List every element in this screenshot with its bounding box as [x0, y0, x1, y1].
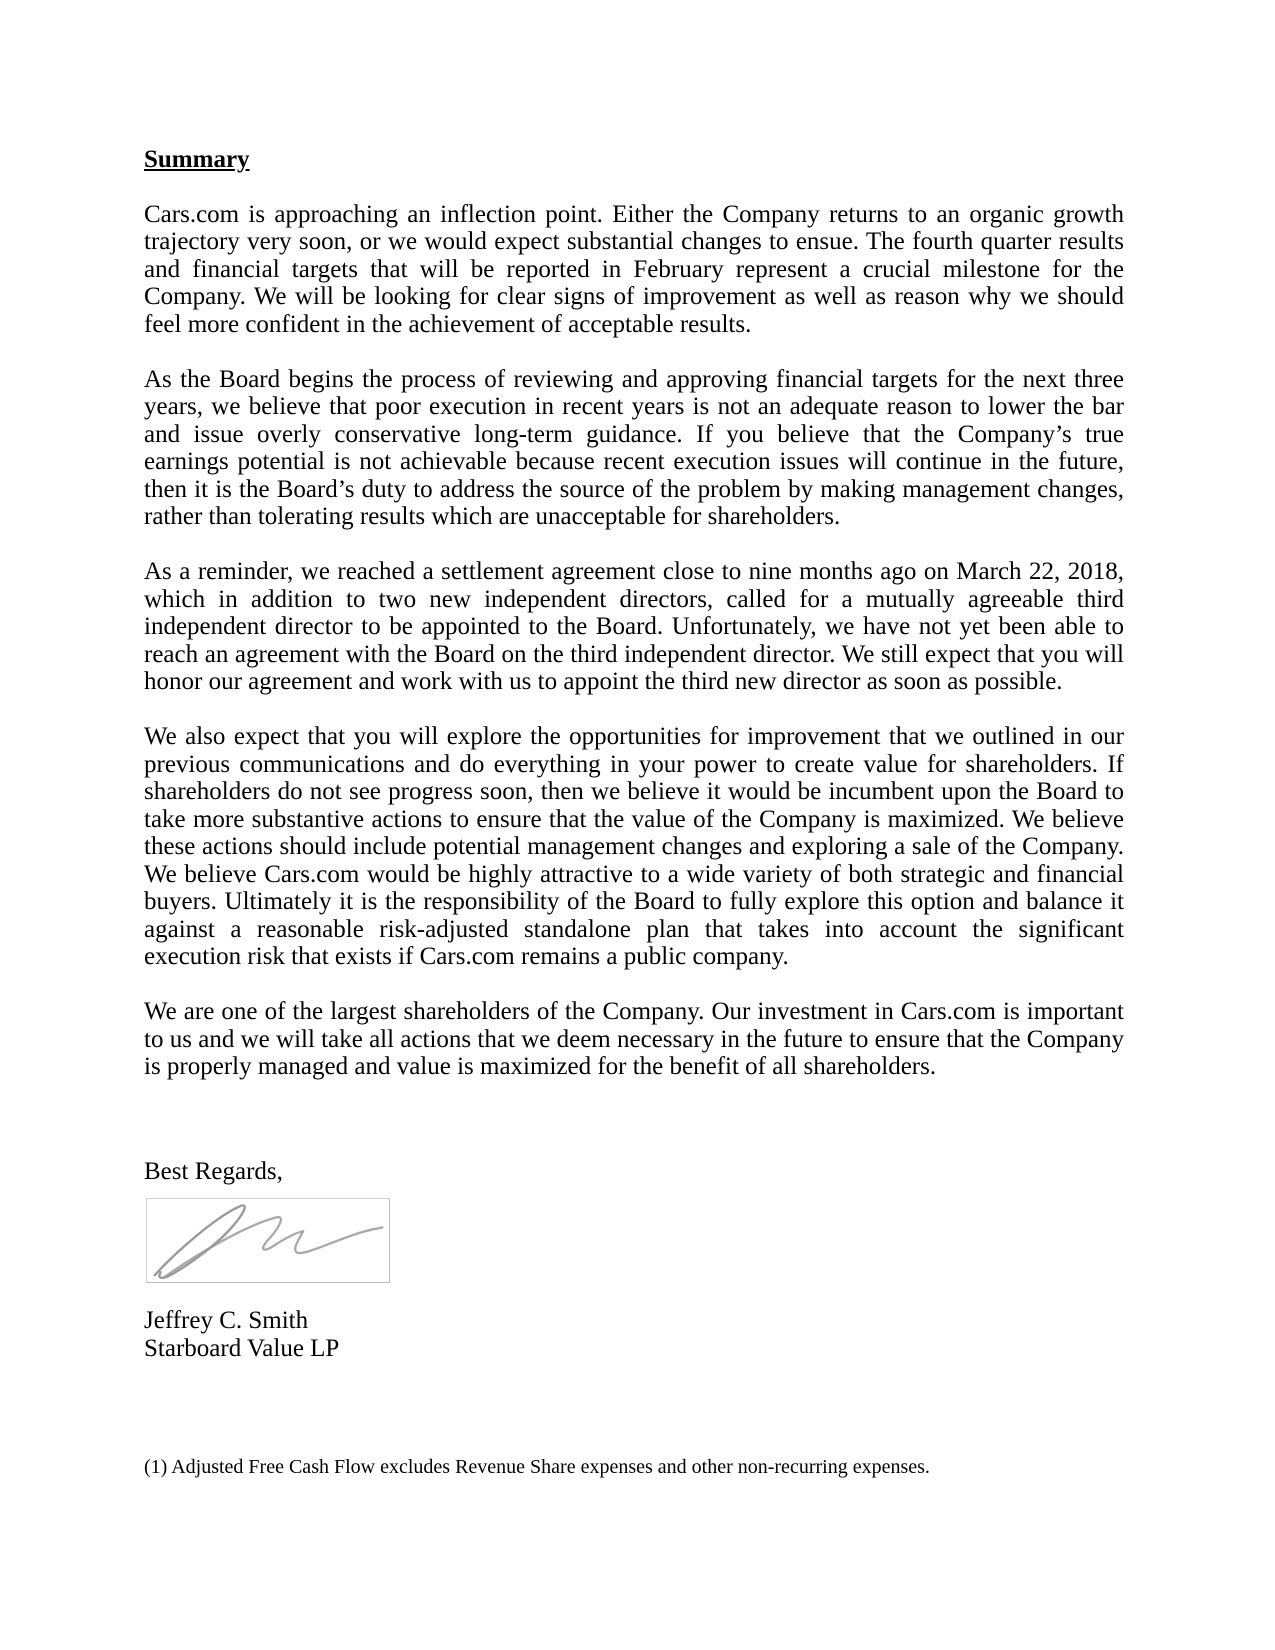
signature-scrawl-icon	[147, 1199, 389, 1282]
paragraph-settlement-agreement: As a reminder, we reached a settlement agreement close to nine months ago on March 22, 2018, which in addition to two new independent directors, called for a mutually agreeable third independent director to be appointed to the Board. Unfortunately, we have not yet been able to reach an agreement with the Board on the third independent director. We still expect that you will honor our agreement and work with us to appoint the third new director as soon as possible.	[144, 558, 1124, 695]
paragraph-largest-shareholders: We are one of the largest shareholders of the Company. Our investment in Cars.com is important to us and we will take all actions that we deem necessary in the future to ensure that the Company is properly managed and value is maximized for the benefit of all shareholders.	[144, 998, 1124, 1080]
paragraph-explore-opportunities: We also expect that you will explore the opportunities for improvement that we outlined in our previous communications and do everything in your power to create value for shareholders. If shareholders do not see progress soon, then we believe it would be incumbent upon the Board to take more substantive actions to ensure that the value of the Company is maximized. We believe these actions should include potential management changes and exploring a sale of the Company. We believe Cars.com would be highly attractive to a wide variety of both strategic and financial buyers. Ultimately it is the responsibility of the Board to fully explore this option and balance it against a reasonable risk-adjusted standalone plan that takes into account the significant execution risk that exists if Cars.com remains a public company.	[144, 723, 1124, 970]
paragraph-inflection-point: Cars.com is approaching an inflection point. Either the Company returns to an organic growth trajectory very soon, or we would expect substantial changes to ensue. The fourth quarter results and financial targets that will be reported in February represent a crucial milestone for the Company. We will be looking for clear signs of improvement as well as reason why we should feel more confident in the achievement of acceptable results.	[144, 200, 1124, 338]
summary-heading: Summary	[144, 146, 250, 173]
signer-name: Jeffrey C. Smith	[144, 1307, 309, 1334]
signer-company: Starboard Value LP	[144, 1334, 340, 1362]
paragraph-financial-targets: As the Board begins the process of reviewing and approving financial targets for the next three years, we believe that poor execution in recent years is not an adequate reason to lower the bar and issue overly conservative long-term guidance. If you believe that the Company’s true earnings potential is not achievable because recent execution issues will continue in the future, then it is the Board’s duty to address the source of the problem by making management changes, rather than tolerating results which are unacceptable for shareholders.	[144, 365, 1124, 530]
footnote: (1) Adjusted Free Cash Flow excludes Revenue Share expenses and other non-recurring expenses.	[144, 1456, 930, 1478]
signer-block	[144, 1307, 1124, 1362]
signature-image	[146, 1198, 390, 1283]
closing-salutation: Best Regards,	[144, 1157, 283, 1185]
